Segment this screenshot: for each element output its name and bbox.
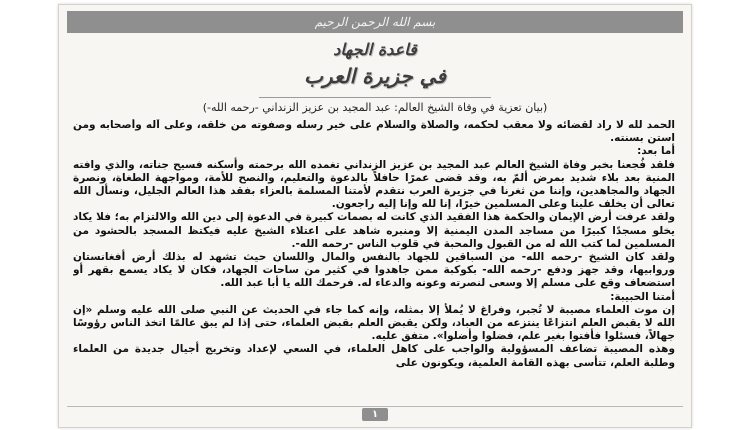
- paragraph: فلقد فُجعنا بخبر وفاة الشيخ العالم عبد المجيد بن عزيز الزنداني تغمده الله برحمته وأسكنه فسيح جناته، والذي وافته المنية بعد بلاء شديد بمرض ألمّ به، وقد قضى عمرًا حافلاً بالدعوة والتعليم، والنصح للأمة، ومواجهة الطغاة، ونصرة الجهاد والمجاهدين، وإننا من ثغرنا في جزيرة العرب نتقدم لأمتنا المسلمة بالعزاء بفقد هذا العالم الجليل، ونسأل الله تعالى أن يخلف علينا وعلى المسلمين خيرًا، إنا لله وإنا إليه راجعون.: [73, 158, 675, 211]
- logo-divider: [259, 97, 491, 98]
- logo-line-1: قاعدة الجهاد: [333, 40, 417, 59]
- basmala-banner: [67, 11, 683, 33]
- paragraph: إن موت العلماء مصيبة لا تُجبر، وفراغ لا يُملأ إلا بمثله، وإنه كما جاء في الحديث عن النبي صلى الله عليه وسلم «إن الله لا يقبض العلم انتزاعًا ينتزعه من العباد، ولكن يقبض العلم بقبض العلماء، حتى إذا لم يبق عالمًا اتخذ الناس رؤوسًا جهالاً، فسئلوا فأفتوا بغير علم، فضلوا وأضلوا». متفق عليه.: [73, 303, 675, 343]
- page-number: ١: [362, 408, 388, 421]
- basmala-text: بسم الله الرحمن الرحيم: [314, 15, 436, 29]
- statement-subtitle: (بيان تعزية في وفاة الشيخ العالم: عبد المجيد بن عزيز الزنداني -رحمه الله-): [202, 101, 548, 114]
- organization-logo: [59, 39, 691, 101]
- paragraph: ولقد كان الشيخ -رحمه الله- من السباقين للجهاد بالنفس والمال واللسان حيث تشهد له بذلك أرض أفغانستان وروابيها، وقد جهز ودفع -رحمه الله- بكوكبة ممن جاهدوا في كثير من ساحات الجهاد، فكان لا يكاد يسمع بقهر أو استضعاف وقع على مسلم إلا وسعى لنصرته وعونه والدعاء له. فرحمك الله يا أبا عبد الله.: [73, 251, 675, 290]
- paragraph-opening: الحمد لله لا راد لقضائه ولا معقب لحكمه، والصلاة والسلام على خير رسله وصفوته من خلقه، وعلى آله وأصحابه ومن استن بسنته.: [73, 119, 675, 145]
- logo-line-2: في جزيرة العرب: [304, 64, 446, 88]
- paragraph-heading: أما بعد:: [637, 145, 675, 158]
- document-page: [58, 4, 692, 428]
- statement-body: [73, 119, 675, 411]
- page-footer: [67, 406, 683, 421]
- paragraph: وهذه المصيبة تضاعف المسؤولية والواجب على كاهل العلماء، في السعي لإعداد وتخريج أجيال جديدة من العلماء وطلبة العلم، تتأسى بهذه القامة العلمية، ويكونون على: [73, 343, 675, 369]
- paragraph: ولقد عرفت أرض الإيمان والحكمة هذا الفقيد الذي كانت له بصمات كبيرة في الدعوة إلى دين الله والالتزام به؛ فلا يكاد يخلو مسجدًا كبيرًا من مساجد المدن اليمنية إلا ومنبره شاهد على اعتلاء الشيخ عليه فيكتظ المسجد بالحشود من المسلمين لما كتب الله له من القبول والمحبة في قلوب الناس -رحمه الله-.: [73, 211, 675, 250]
- paragraph-heading: أمتنا الحبيبة:: [610, 290, 675, 303]
